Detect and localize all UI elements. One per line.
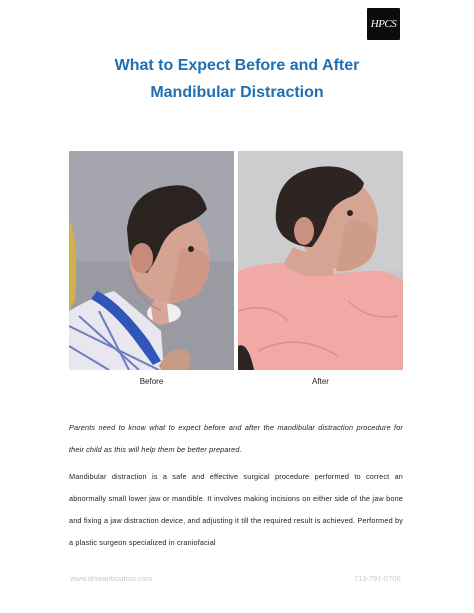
logo-text: HPCS bbox=[370, 17, 397, 30]
intro-paragraph: Parents need to know what to expect before and after the mandibular distraction procedure for their child as this will help them be better prepared. bbox=[69, 423, 403, 454]
footer-phone: 713-791-0700 bbox=[354, 574, 401, 583]
hpcs-logo bbox=[367, 8, 400, 40]
after-caption: After bbox=[312, 377, 329, 386]
page-title-line-2: Mandibular Distraction bbox=[150, 84, 324, 101]
before-photo bbox=[69, 151, 234, 370]
footer-website: www.drseanboutros.com bbox=[70, 574, 153, 583]
after-photo bbox=[238, 151, 403, 370]
before-caption: Before bbox=[139, 377, 164, 386]
page-title-line-1: What to Expect Before and After bbox=[114, 57, 360, 74]
body-paragraph: Mandibular distraction is a safe and effective surgical procedure performed to correct an abnormally small lower jaw or mandible. It involves making incisions on either side of the jaw bone and fixing a jaw distraction device, and adjusting it till the required result is achieved. Performed by a plastic surgeon specialized in craniofacial bbox=[69, 472, 403, 547]
